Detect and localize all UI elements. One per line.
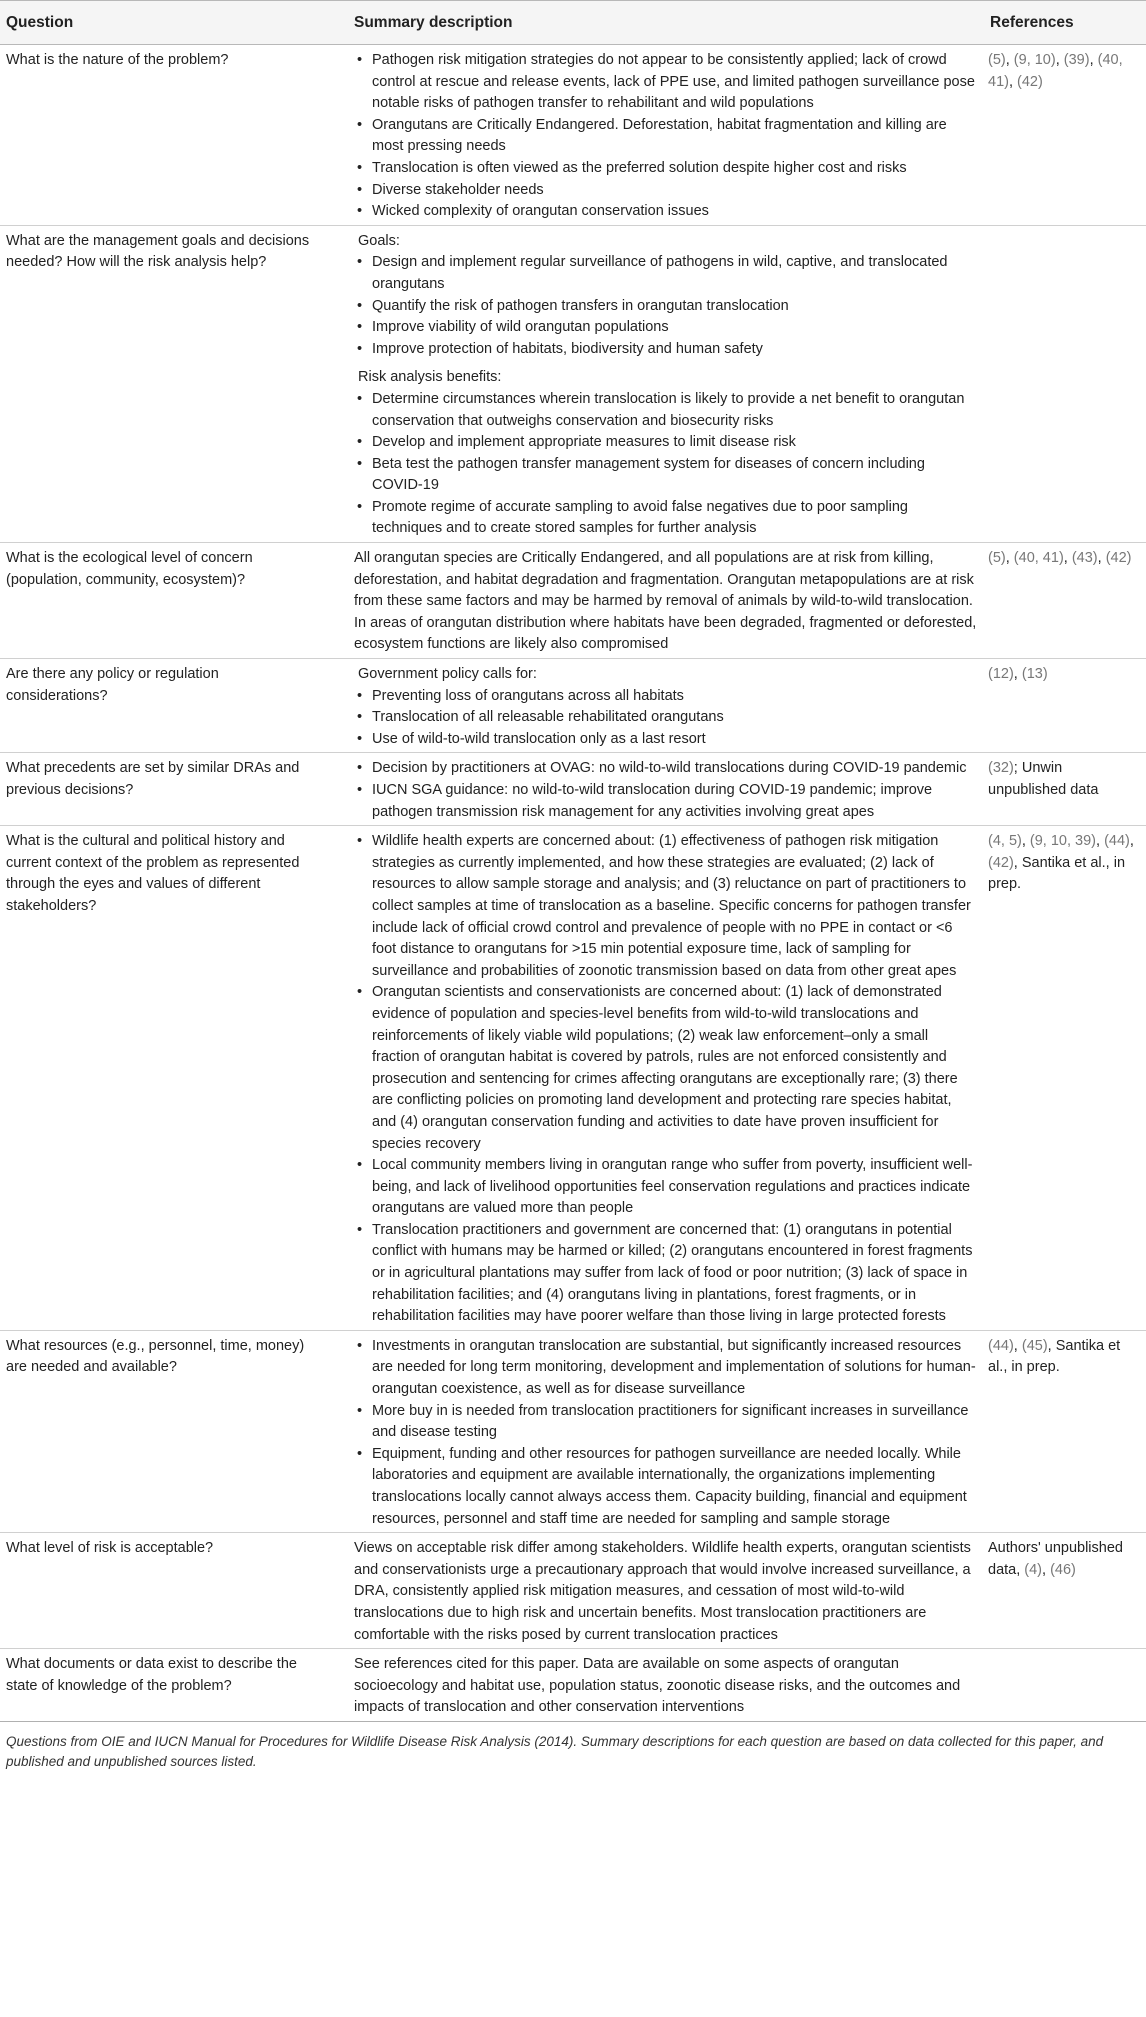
table-row (0, 1330, 1146, 1532)
row-summary (348, 225, 984, 542)
ref-separator: , (1008, 73, 1018, 90)
header-summary: Summary description (348, 1, 984, 45)
table-header-row (0, 1, 1146, 45)
header-question: Question (0, 1, 348, 45)
list-item: • Design and implement regular surveillance of pathogens in wild, captive, and translocated orangutans (354, 252, 978, 295)
list-item: • Local community members living in orangutan range who suffer from poverty, insufficient well-being, and lack of livelihood opportunities feel conservation regulations and practices indicate orangutans are valued more than people (354, 1155, 978, 1220)
row-summary (348, 753, 984, 826)
reference-link[interactable]: (44) (988, 1337, 1014, 1354)
ref-separator: , (1089, 52, 1098, 68)
table-row (0, 1649, 1146, 1722)
reference-link[interactable]: (32) (988, 760, 1014, 777)
list-item: • Wildlife health experts are concerned about: (1) effectiveness of pathogen risk mitigation strategies as currently implemented, and how these strategies are evaluated; (2) lack of resources to allow sample storage and analysis; and (3) reluctance on part of practitioners to collect samples at time of translocation as a baseline. Specific concerns for pathogen transfer include lack of official crowd control and prevalence of people with no PPE in contact or <6 foot distance to orangutans for >15 min potential exposure time, lack of sampling for surveillance and probabilities of zoonotic transmission based on data from other great apes (354, 831, 978, 982)
ref-separator: , (1063, 550, 1072, 567)
list-item: • IUCN SGA guidance: no wild-to-wild translocation during COVID-19 pandemic; improve pathogen transmission risk management for any activities involving great apes (354, 780, 978, 823)
list-item: • Wicked complexity of orangutan conservation issues (354, 201, 978, 223)
list-item: • Decision by practitioners at OVAG: no wild-to-wild translocations during COVID-19 pandemic (354, 758, 978, 780)
policy-label: Government policy calls for: (358, 666, 537, 683)
table-row (0, 543, 1146, 659)
reference-link[interactable]: (43) (1071, 550, 1098, 567)
reference-link[interactable]: (9, 10, 39) (1029, 833, 1096, 850)
row-references (984, 659, 1146, 753)
goals-label: Goals: (358, 232, 400, 249)
table-row (0, 826, 1146, 1331)
list-item: • Orangutans are Critically Endangered. Deforestation, habitat fragmentation and killing are most pressing needs (354, 115, 978, 158)
row-summary (348, 659, 984, 753)
row-summary (348, 1330, 984, 1532)
list-item: • Pathogen risk mitigation strategies do not appear to be consistently applied; lack of crowd control at rescue and release events, lack of PPE use, and limited pathogen surveillance pose notable risks of pathogen transfer to rehabilitant and wild populations (354, 50, 978, 115)
row-question: Are there any policy or regulation considerations? (0, 659, 348, 753)
ref-separator: , (1013, 666, 1022, 683)
list-item: • Improve viability of wild orangutan populations (354, 317, 978, 339)
bullet-list (354, 252, 978, 360)
row-question: What is the ecological level of concern (population, community, ecosystem)? (0, 543, 348, 659)
reference-link[interactable]: (45) (1021, 1337, 1048, 1354)
row-summary (348, 1649, 984, 1722)
summary-text: All orangutan species are Critically Endangered, and all populations are at risk from killing, deforestation, and habitat degradation and fragmentation. Orangutan metapopulations are at risk from these same factors and may be harmed by removal of animals by wild-to-wild translocation. In areas of orangutan distribution where habitats have been degraded, fragmented or deforested, ecosystem functions are likely also compromised (354, 550, 977, 653)
bullet-list (354, 686, 978, 751)
row-question: What is the cultural and political history and current context of the problem as represented through the eyes and values of different stakeholders? (0, 826, 348, 1331)
reference-link[interactable]: (42) (988, 854, 1014, 871)
list-item: • Orangutan scientists and conservationists are concerned about: (1) lack of demonstrated evidence of population and species-level benefits from wild-to-wild translocations and reinforcements of likely viable wild populations; (2) weak law enforcement–only a small fraction of orangutan habitat is covered by patrols, rules are not enforced consistently and prosecution and sentencing for crimes affecting orangutans are exceptionally rare; (3) there are conflicting policies on promoting land development and protecting rare species habitat, and (4) orangutan conservation funding and activities to date have proven insufficient for species recovery (354, 982, 978, 1155)
reference-link[interactable]: (4) (1024, 1561, 1043, 1578)
list-item: • Investments in orangutan translocation are substantial, but significantly increased resources are needed for long term monitoring, development and implementation of solutions for human-orangutan coexistence, as well as for disease surveillance (354, 1336, 978, 1401)
bullet-list (354, 1336, 978, 1530)
row-references (984, 543, 1146, 659)
reference-link[interactable]: (44) (1104, 833, 1130, 850)
list-item: • Translocation of all releasable rehabilitated orangutans (354, 707, 978, 729)
row-question: What level of risk is acceptable? (0, 1533, 348, 1649)
reference-link[interactable]: (5) (988, 52, 1006, 68)
table-row (0, 1533, 1146, 1649)
row-references (984, 1330, 1146, 1532)
row-question: What is the nature of the problem? (0, 45, 348, 226)
table-row (0, 659, 1146, 753)
row-references (984, 225, 1146, 542)
table-row (0, 225, 1146, 542)
bullet-list (354, 50, 978, 223)
list-item: • Beta test the pathogen transfer management system for diseases of concern including COVID-19 (354, 454, 978, 497)
reference-link[interactable]: (46) (1050, 1561, 1076, 1578)
row-summary (348, 543, 984, 659)
row-question: What are the management goals and decisions needed? How will the risk analysis help? (0, 225, 348, 542)
list-item: • Translocation practitioners and government are concerned that: (1) orangutans in potential conflict with humans may be harmed or killed; (2) orangutans encountered in forest fragments or in agricultural plantations may suffer from lack of food or poor nutrition; (3) lack of space in rehabilitation facilities; and (4) orangutans living in plantations, forest fragments, or in rehabilitation facilities may have poorer welfare than those living in large protected forests (354, 1220, 978, 1328)
ref-text: , Santika et al., in prep. (988, 1337, 1121, 1376)
ref-separator: , (1055, 52, 1064, 68)
row-summary (348, 826, 984, 1331)
bullet-list (354, 831, 978, 1328)
reference-link[interactable]: (40, 41) (1013, 550, 1064, 567)
list-item: • Quantify the risk of pathogen transfers in orangutan translocation (354, 296, 978, 318)
row-summary (348, 1533, 984, 1649)
reference-link[interactable]: (40, 41) (988, 52, 1123, 90)
list-item: • Improve protection of habitats, biodiversity and human safety (354, 339, 978, 361)
reference-link[interactable]: (13) (1021, 666, 1048, 683)
bullet-list (354, 758, 978, 823)
row-question: What resources (e.g., personnel, time, money) are needed and available? (0, 1330, 348, 1532)
ref-text: ; Unwin unpublished data (988, 760, 1099, 798)
row-references (984, 753, 1146, 826)
ref-separator: , (1096, 833, 1105, 850)
list-item: • Translocation is often viewed as the preferred solution despite higher cost and risks (354, 158, 978, 180)
reference-link[interactable]: (5) (988, 550, 1006, 567)
ref-separator: , (1042, 1561, 1051, 1578)
row-question: What precedents are set by similar DRAs and previous decisions? (0, 753, 348, 826)
benefits-label: Risk analysis benefits: (358, 369, 502, 386)
ref-separator: , (1129, 833, 1134, 850)
row-references (984, 826, 1146, 1331)
reference-link[interactable]: (42) (1017, 73, 1043, 90)
ref-separator: , (1005, 550, 1014, 567)
list-item: • Equipment, funding and other resources for pathogen surveillance are needed locally. While laboratories and equipment are available internationally, the organizations implementing translocations locally cannot always access them. Capacity building, financial and equipment resources, personnel and staff time are needed for sampling and sample storage (354, 1444, 978, 1530)
row-references (984, 1649, 1146, 1722)
row-question: What documents or data exist to describe the state of knowledge of the problem? (0, 1649, 348, 1722)
list-item: • Diverse stakeholder needs (354, 180, 978, 202)
ref-text: Authors' unpublished data, (988, 1540, 1123, 1578)
ref-separator: , (1097, 550, 1106, 567)
reference-link[interactable]: (39) (1063, 52, 1090, 68)
ref-separator: , (1021, 833, 1030, 850)
reference-link[interactable]: (12) (988, 666, 1014, 683)
summary-text: Views on acceptable risk differ among stakeholders. Wildlife health experts, orangutan scientists and conservationists urge a precautionary approach that would involve increased surveillance, a DRA, consistently applied risk mitigation measures, and cessation of most wild-to-wild translocations due to high risk and uncertain benefits. Most translocation practitioners are comfortable with the risks posed by current translocation practices (354, 1540, 971, 1643)
bullet-list (354, 389, 978, 540)
list-item: • Promote regime of accurate sampling to avoid false negatives due to poor sampling techniques and to create stored samples for further analysis (354, 497, 978, 540)
ref-separator: , (1005, 52, 1014, 68)
reference-link[interactable]: (4, 5) (988, 833, 1022, 850)
table-row (0, 45, 1146, 226)
row-summary (348, 45, 984, 226)
list-item: • Preventing loss of orangutans across all habitats (354, 686, 978, 708)
summary-text: See references cited for this paper. Data are available on some aspects of orangutan socioecology and habitat use, population status, zoonotic disease risks, and the outcomes and impacts of translocation and other conservation interventions (354, 1656, 961, 1716)
table-caption: Questions from OIE and IUCN Manual for Procedures for Wildlife Disease Risk Analysis (2014). Summary descriptions for each question are based on data collected for this paper, and published and unpublished sources listed. (6, 1733, 1104, 1769)
table-row (0, 753, 1146, 826)
list-item: • More buy in is needed from translocation practitioners for significant increases in surveillance and disease testing (354, 1401, 978, 1444)
list-item: • Use of wild-to-wild translocation only as a last resort (354, 729, 978, 751)
list-item: • Develop and implement appropriate measures to limit disease risk (354, 432, 978, 454)
reference-link[interactable]: (9, 10) (1013, 52, 1056, 68)
ref-separator: , (1013, 1337, 1022, 1354)
row-references (984, 45, 1146, 226)
reference-link[interactable]: (42) (1105, 550, 1132, 567)
list-item: • Determine circumstances wherein translocation is likely to provide a net benefit to orangutan conservation that outweighs conservation and biosecurity risks (354, 389, 978, 432)
header-references: References (984, 1, 1146, 45)
spacer (354, 360, 978, 367)
row-references (984, 1533, 1146, 1649)
ref-text: , Santika et al., in prep. (988, 854, 1126, 893)
